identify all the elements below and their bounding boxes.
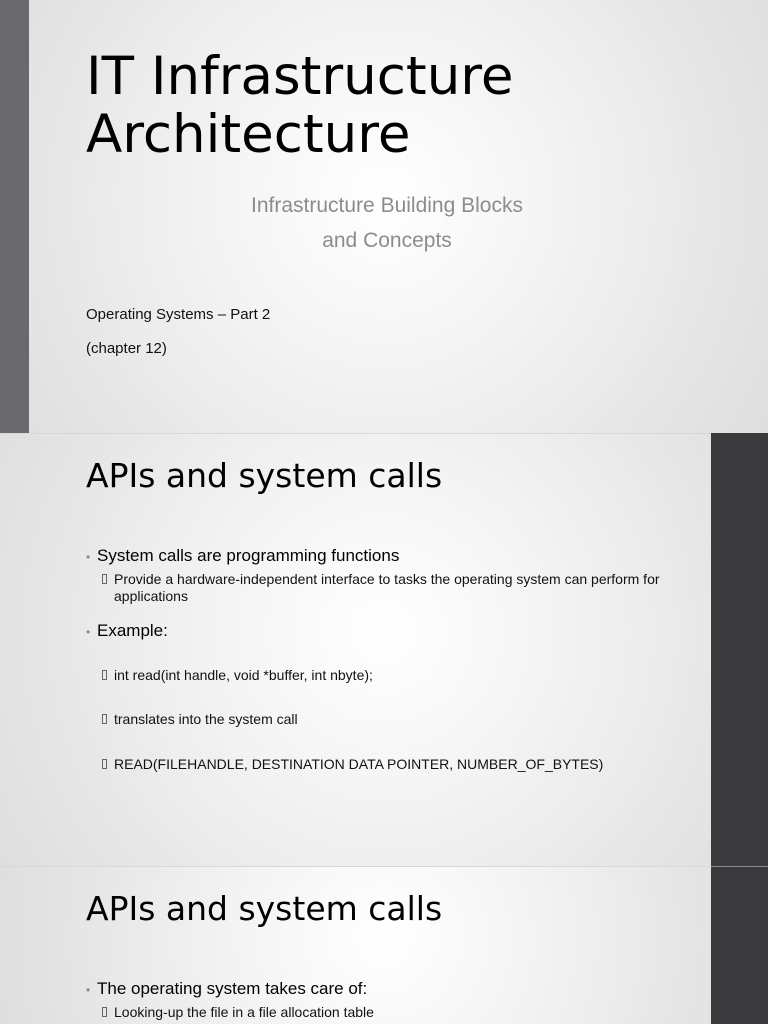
sub-bullet-box-icon: [102, 670, 107, 680]
sub-bullet-item: [102, 667, 674, 684]
sub-bullet-box-icon: [102, 759, 107, 769]
bullet-text: Example:: [97, 621, 168, 640]
chapter-number: (chapter 12): [86, 340, 167, 357]
bullet-dot-icon: •: [86, 550, 91, 564]
slide-heading: APIs and system calls: [86, 456, 443, 495]
slide-title: [86, 48, 514, 164]
slide-title-line2: Architecture: [86, 104, 411, 165]
sub-bullet-text: READ(FILEHANDLE, DESTINATION DATA POINTER, NUMBER_OF_BYTES): [114, 756, 604, 772]
sub-bullet-box-icon: [102, 714, 107, 724]
slide-title-line1: IT Infrastructure: [86, 46, 514, 107]
sub-bullet-box-icon: [102, 574, 107, 584]
content-slide-api-calls-2: [0, 866, 768, 1024]
content-slide-api-calls: [0, 433, 768, 866]
bullet-dot-icon: •: [86, 625, 91, 639]
bullet-text: The operating system takes care of:: [97, 979, 368, 998]
sub-bullet-text: translates into the system call: [114, 711, 298, 727]
sub-bullet-item: [102, 711, 674, 728]
sub-bullet-box-icon: [102, 1007, 107, 1017]
sub-bullet-item: [102, 1004, 674, 1021]
slide-accent-bar: [711, 433, 768, 866]
sub-bullet-item: [102, 571, 674, 605]
bullet-item: [86, 978, 686, 1001]
sub-bullet-item: [102, 756, 674, 773]
slide-accent-bar: [711, 866, 768, 1024]
sub-bullet-text: int read(int handle, void *buffer, int nbyte);: [114, 667, 373, 683]
bullet-item: [86, 545, 686, 568]
slide-subtitle: [86, 188, 688, 258]
slide-heading: APIs and system calls: [86, 889, 443, 928]
bullet-item: [86, 620, 686, 643]
title-slide: [0, 0, 768, 433]
bullet-text: System calls are programming functions: [97, 546, 400, 565]
chapter-topic: Operating Systems – Part 2: [86, 306, 271, 323]
subtitle-line2: and Concepts: [322, 229, 452, 252]
slide-accent-bar: [0, 0, 29, 433]
bullet-dot-icon: •: [86, 983, 91, 997]
sub-bullet-text: Provide a hardware-independent interface to tasks the operating system can perform for applications: [114, 571, 660, 604]
subtitle-line1: Infrastructure Building Blocks: [251, 194, 523, 217]
sub-bullet-text: Looking-up the file in a file allocation table: [114, 1004, 374, 1020]
